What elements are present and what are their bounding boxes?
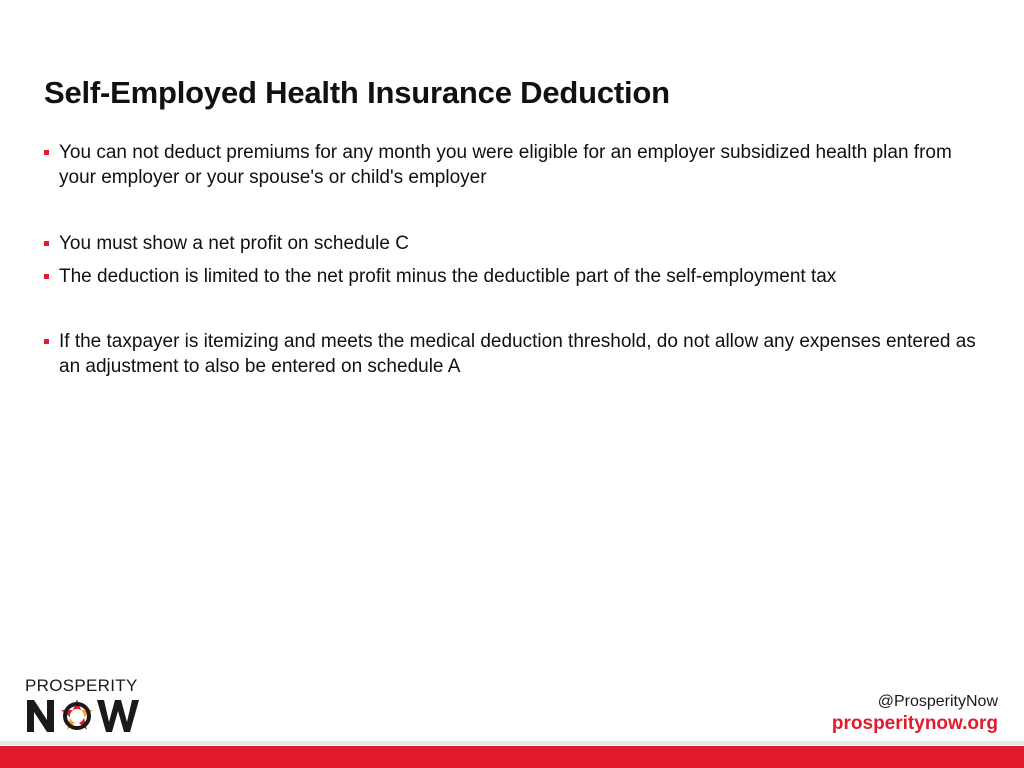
website-link[interactable]: prosperitynow.org [831, 713, 998, 734]
prosperity-now-logo [25, 676, 155, 738]
logo-now-mark [25, 694, 150, 736]
footer-divider [0, 741, 1024, 745]
bullet-marker [44, 339, 49, 344]
bullet-list [44, 140, 994, 379]
bullet-text: You can not deduct premiums for any month you were eligible for an employer subsidized health plan from your employer or your spouse's or child's employer [59, 142, 952, 188]
bullet-text: You must show a net profit on schedule C [59, 233, 409, 254]
slide-title: Self-Employed Health Insurance Deduction [44, 74, 670, 110]
contact-block [832, 692, 998, 736]
bullet-text: The deduction is limited to the net profit minus the deductible part of the self-employment tax [59, 266, 837, 287]
social-handle: @ProsperityNow [877, 693, 998, 710]
bullet-marker [44, 274, 49, 279]
footer-bar [0, 746, 1024, 768]
logo-wordmark-top: PROSPERITY [25, 676, 138, 695]
bullet-item [44, 329, 994, 379]
bullet-text: If the taxpayer is itemizing and meets the medical deduction threshold, do not allow any expenses entered as an adjustment to also be entered on schedule A [59, 331, 976, 377]
bullet-marker [44, 150, 49, 155]
bullet-item [44, 140, 994, 190]
bullet-item [44, 231, 994, 256]
bullet-item [44, 264, 994, 289]
bullet-marker [44, 241, 49, 246]
